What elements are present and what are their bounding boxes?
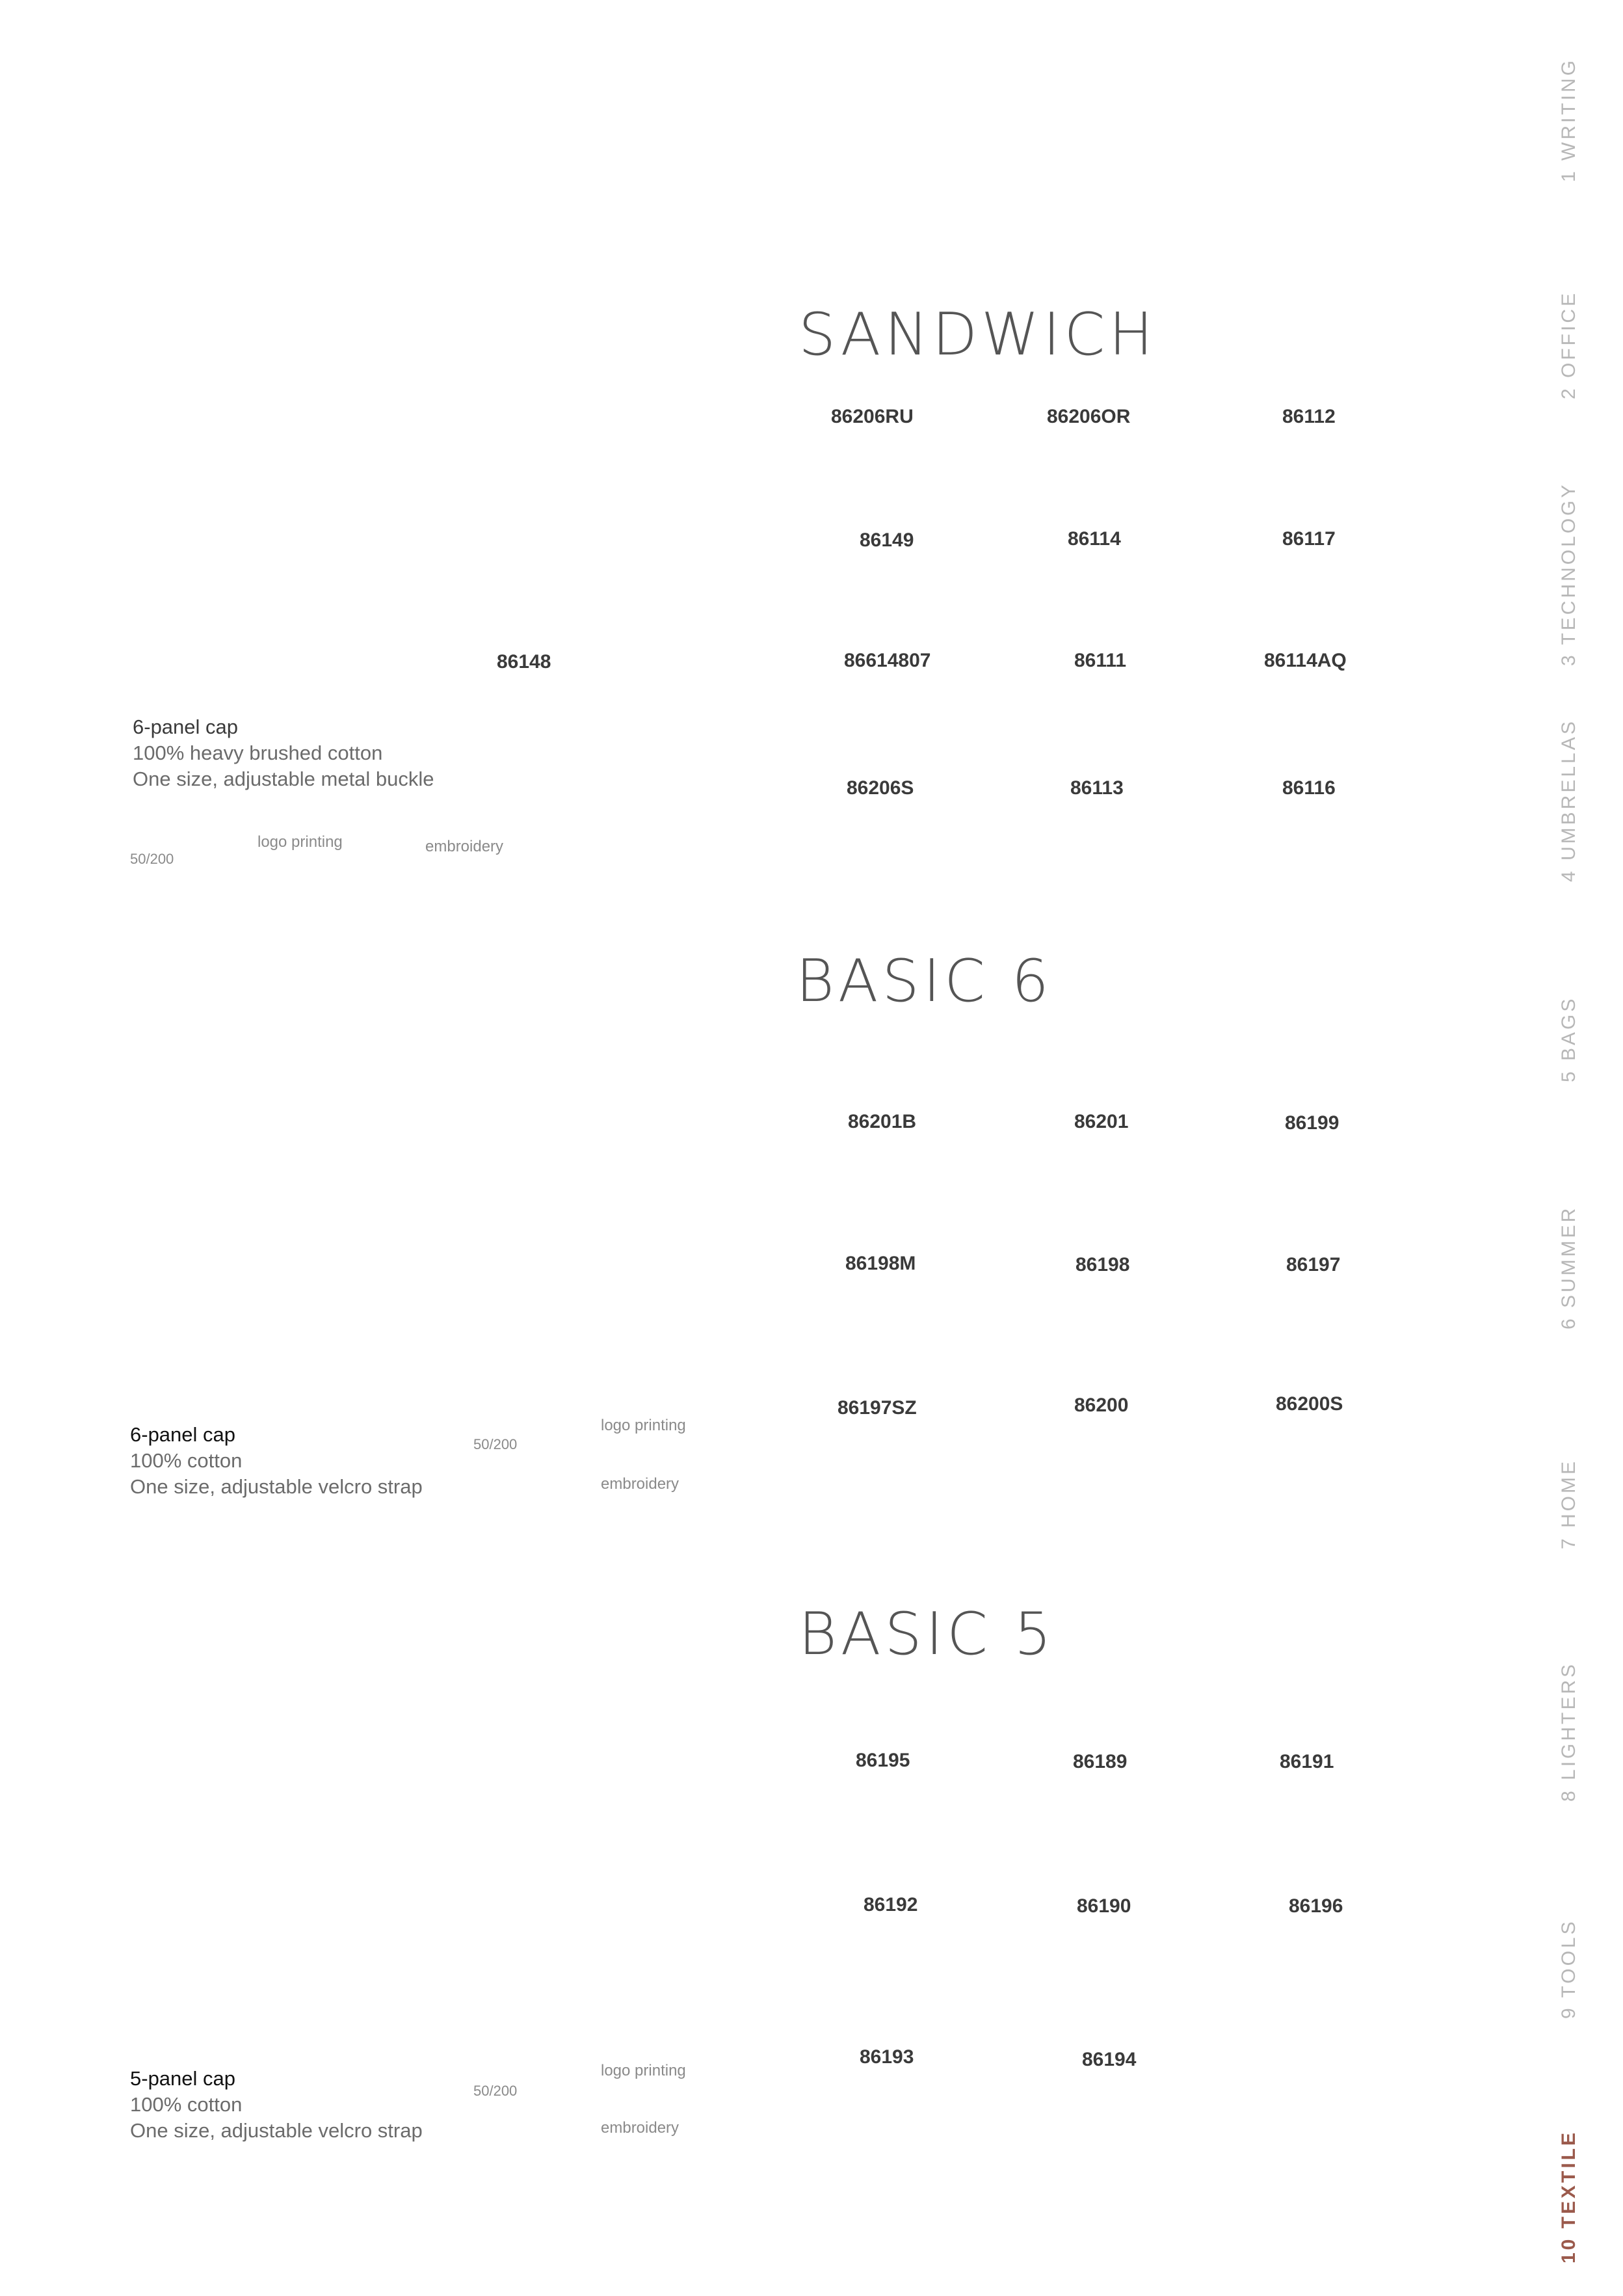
embroidery-label: embroidery [425,838,504,855]
product-code: 86114AQ [1264,650,1347,671]
chapter-nav-summer[interactable]: 6 SUMMER [1558,1205,1579,1329]
product-code: 86200 [1074,1395,1129,1416]
product-code: 86148 [497,651,551,673]
product-code: 86198M [845,1253,916,1274]
product-code: 86197SZ [838,1397,917,1419]
chapter-nav-umbrellas[interactable]: 4 UMBRELLAS [1558,719,1579,882]
product-name: 6-panel cap [130,1423,236,1446]
product-code: 86112 [1282,406,1336,427]
chapter-nav-tools[interactable]: 9 TOOLS [1558,1919,1579,2019]
moq-label: 50/200 [130,851,174,867]
product-description [133,714,434,792]
moq-label: 50/200 [473,1436,518,1452]
chapter-nav-technology[interactable]: 3 TECHNOLOGY [1558,482,1579,666]
product-code: 86196 [1289,1895,1343,1917]
logo-printing-label: logo printing [601,1417,686,1434]
chapter-nav-writing[interactable]: 1 WRITING [1558,58,1579,182]
product-code: 86114 [1068,528,1121,550]
product-code: 86192 [864,1894,918,1916]
product-code: 86116 [1282,777,1336,799]
product-code: 86117 [1282,528,1336,550]
embroidery-label: embroidery [601,1475,680,1493]
section-title-basic-5: BASIC 5 [798,1600,1055,1668]
product-size: One size, adjustable velcro strap [130,2119,423,2142]
product-code: 86206OR [1047,406,1131,427]
product-code: 86193 [860,2046,914,2068]
product-description [130,1422,423,1500]
product-description [130,2066,423,2144]
product-code: 86206RU [831,406,914,427]
product-code: 86206S [847,777,914,799]
product-code: 86194 [1082,2049,1137,2070]
chapter-nav-office[interactable]: 2 OFFICE [1558,290,1579,399]
product-code: 86614807 [844,650,931,671]
product-code: 86113 [1070,777,1124,799]
product-code: 86111 [1074,650,1127,671]
product-code: 86195 [856,1750,910,1771]
product-code: 86198 [1075,1254,1130,1275]
logo-printing-label: logo printing [257,833,343,851]
product-code: 86201 [1074,1111,1129,1132]
product-material: 100% heavy brushed cotton [133,741,383,764]
chapter-nav-bags[interactable]: 5 BAGS [1558,996,1579,1082]
product-code: 86199 [1285,1112,1339,1134]
embroidery-label: embroidery [601,2119,680,2137]
product-material: 100% cotton [130,2093,243,2116]
product-code: 86189 [1073,1751,1128,1772]
section-title-sandwich: SANDWICH [798,300,1157,369]
section-title-basic-6: BASIC 6 [796,947,1053,1015]
product-code: 86191 [1280,1751,1334,1772]
product-code: 86200S [1276,1393,1343,1415]
product-size: One size, adjustable metal buckle [133,768,434,790]
product-code: 86190 [1077,1895,1131,1917]
chapter-nav-lighters[interactable]: 8 LIGHTERS [1558,1661,1579,1802]
chapter-nav-textile[interactable]: 10 TEXTILE [1558,2129,1579,2263]
product-name: 5-panel cap [130,2067,236,2090]
product-code: 86149 [860,529,914,551]
product-size: One size, adjustable velcro strap [130,1475,423,1498]
product-material: 100% cotton [130,1449,243,1472]
product-code: 86197 [1286,1254,1341,1275]
chapter-nav-home[interactable]: 7 HOME [1558,1458,1579,1549]
product-code: 86201B [848,1111,917,1132]
product-name: 6-panel cap [133,715,239,738]
moq-label: 50/200 [473,2083,518,2099]
logo-printing-label: logo printing [601,2062,686,2079]
